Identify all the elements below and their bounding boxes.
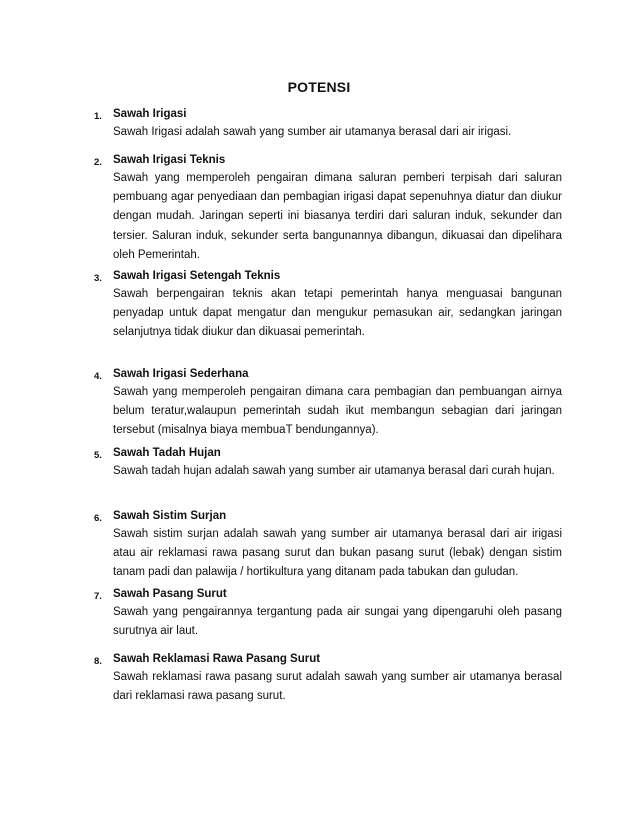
item-heading: Sawah Reklamasi Rawa Pasang Surut [113,653,321,665]
item-number: 7. [94,591,102,602]
item-number: 4. [94,371,102,382]
item-number: 8. [94,656,102,667]
item-number: 6. [94,513,102,524]
item-heading: Sawah Pasang Surut [113,588,227,600]
item-heading: Sawah Sistim Surjan [113,510,227,522]
item-heading: Sawah Tadah Hujan [113,447,221,459]
item-number: 5. [94,450,102,461]
item-heading: Sawah Irigasi Teknis [113,154,226,166]
item-text: Sawah yang memperoleh pengairan dimana saluran pemberi terpisah dari saluran pembuang agar penyediaan dan pembagian irigasi dapat sepenuhnya diatur dan diukur dengan mudah. Jaringan seperti ini biasanya terdiri dari saluran induk, sekunder dan tersier. Saluran induk, sekunder serta bangunannya dibangun, dikuasai dan dipelihara oleh Pemerintah. [113,172,562,261]
item-number: 1. [94,111,102,122]
item-number: 3. [94,273,102,284]
item-text: Sawah yang memperoleh pengairan dimana cara pembagian dan pembuangan airnya belum teratur,walaupun pemerintah sudah ikut membangun sebagian dari jaringan tersebut (misalnya biaya membuaT bendungannya). [113,386,562,437]
item-text: Sawah reklamasi rawa pasang surut adalah sawah yang sumber air utamanya berasal dari reklamasi rawa pasang surut. [113,671,562,703]
item-text: Sawah tadah hujan adalah sawah yang sumber air utamanya berasal dari curah hujan. [113,465,555,477]
item-heading: Sawah Irigasi [113,108,187,120]
item-number: 2. [94,157,102,168]
item-text: Sawah Irigasi adalah sawah yang sumber air utamanya berasal dari air irigasi. [113,126,512,138]
item-text: Sawah berpengairan teknis akan tetapi pemerintah hanya menguasai bangunan penyadap untuk dapat mengatur dan mengukur pemasukan air, sedangkan jaringan selanjutnya tidak diukur dan dikuasai pemerintah. [113,288,562,339]
item-heading: Sawah Irigasi Setengah Teknis [113,270,281,282]
item-text: Sawah yang pengairannya tergantung pada air sungai yang dipengaruhi oleh pasang surutnya air laut. [113,606,562,638]
item-text: Sawah sistim surjan adalah sawah yang sumber air utamanya berasal dari air irigasi atau air reklamasi rawa pasang surut dan bukan pasang surut (lebak) dengan sistim tanam padi dan palawija / hortikultura yang ditanam pada tabukan dan guludan. [113,528,562,579]
item-heading: Sawah Irigasi Sederhana [113,368,249,380]
page-title: POTENSI [287,79,351,95]
